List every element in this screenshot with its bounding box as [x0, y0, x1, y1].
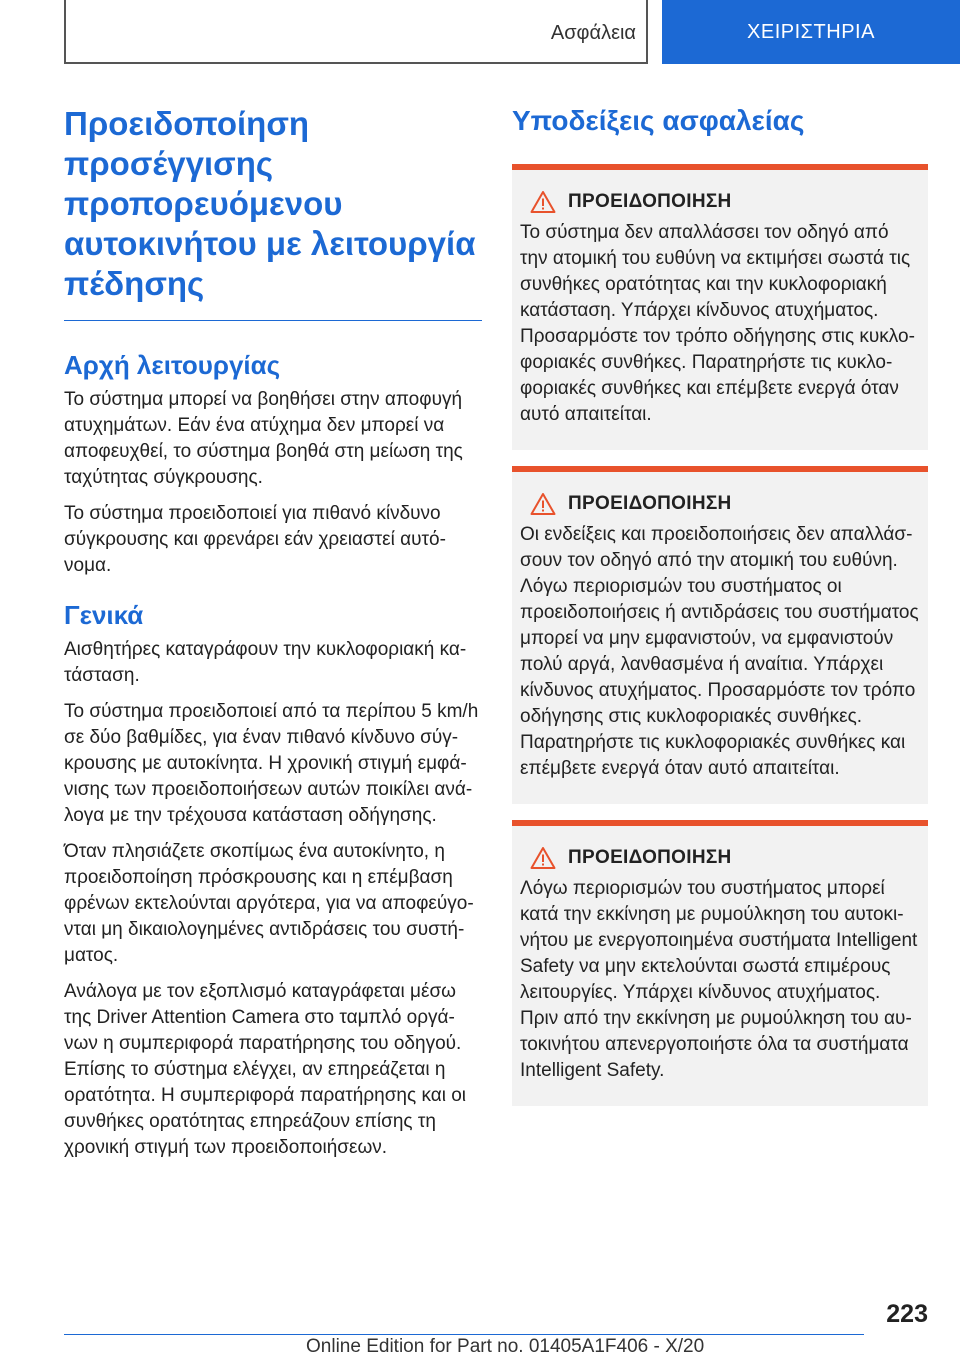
warning-box — [512, 820, 928, 1106]
warning-box — [512, 466, 928, 804]
warning-triangle-icon — [530, 492, 556, 516]
section-heading-principle: Αρχή λειτουργίας — [64, 350, 281, 380]
warning-text: Λόγω περιορισμών του συστήματος μπορεί κατά την εκκίνηση με ρυμούλκηση του αυτοκινήτου με ενεργοποιημένα συστήματα Intelligent Safety να μην εκτελούνται σωστά επιμέρους λειτουργίες. Υπάρχει κίνδυνος ατυχήματος. Πριν από την εκκίνηση με ρυμούλκηση του αυτοκινήτου απενεργοποιήστε όλα τα συστήματα Intelligent Safety. — [520, 878, 918, 1081]
warning-header — [520, 492, 920, 516]
paragraph: Ανάλογα με τον εξοπλισμό καταγράφεται μέσω της Driver Attention Camera στο ταμπλό οργάνων η συμπεριφορά παρατήρησης του οδηγού. Επίσης το σύστημα ελέγχει, αν επηρεάζεται η ορατότητα. Η συμπεριφορά παρατήρησης και οι συνθήκες ορατότητας επηρεάζουν επίσης τη χρονική στιγμή των προειδοποιήσεων. — [64, 981, 466, 1158]
header-chapter-tab[interactable]: ΧΕΙΡΙΣΤΗΡΙΑ — [662, 0, 960, 64]
warning-triangle-icon — [530, 190, 556, 214]
page-title: Προειδοποίηση προσέγγισης προπορευόμενου αυτοκινήτου με λειτουργία πέδησης — [64, 105, 476, 302]
paragraph: Το σύστημα προειδοποιεί για πιθανό κίνδυνο σύγκρουσης και φρενάρει εάν χρειαστεί αυτόνομα. — [64, 503, 446, 576]
paragraph: Το σύστημα προειδοποιεί από τα περίπου 5 km/h σε δύο βαθμίδες, για έναν πιθανό κίνδυνο σύγκρουσης με αυτοκίνητα. Η χρονική στιγμή εμφάνισης των προειδοποιήσεων αυτών ποικίλει ανάλογα με την τρέχουσα κατάσταση οδήγησης. — [64, 701, 479, 826]
warning-triangle-icon — [530, 846, 556, 870]
section-heading-general: Γενικά — [64, 600, 144, 630]
warning-label: ΠΡΟΕΙΔΟΠΟΙΗΣΗ — [568, 847, 732, 868]
edition-note: Online Edition for Part no. 01405A1F406 - X/20 — [306, 1336, 705, 1357]
paragraph: Αισθητήρες καταγράφουν την κυκλοφοριακή κατάσταση. — [64, 639, 467, 686]
paragraph: Όταν πλησιάζετε σκοπίμως ένα αυτοκίνητο, η προειδοποίηση πρόσκρουσης και η επέμβαση φρένων εκτελούνται αργότερα, για να αποφεύγονται μη δικαιολογημένες αντιδράσεις του συστήματος. — [64, 841, 474, 966]
warning-label: ΠΡΟΕΙΔΟΠΟΙΗΣΗ — [568, 191, 732, 212]
warning-header — [520, 190, 920, 214]
page-number: 223 — [886, 1300, 928, 1328]
paragraph: Το σύστημα μπορεί να βοηθήσει στην αποφυγή ατυχημάτων. Εάν ένα ατύχημα δεν μπορεί να αποφευχθεί, το σύστημα βοηθά στη μείωση της ταχύτητας σύγκρουσης. — [64, 389, 463, 488]
warning-text: Οι ενδείξεις και προειδοποιήσεις δεν απαλλάσσουν τον οδηγό από την ατομική του ευθύνη. Λόγω περιορισμών του συστήματος οι προειδοποιήσεις ή αντιδράσεις του συστήματος μπορεί να μην εμφανιστούν, να εμφανιστούν πολύ αργά, λανθασμένα ή αναίτια. Υπάρχει κίνδυνος ατυχήματος. Προσαρμόστε τον τρόπο οδήγησης στις κυκλοφοριακές συνθήκες. Παρατηρήστε τις κυκλοφοριακές συνθήκες και επέμβετε ενεργά όταν αυτό απαιτείται. — [520, 524, 919, 779]
left-column — [64, 104, 482, 1171]
header-section-title: Ασφάλεια — [550, 22, 636, 44]
title-divider — [64, 320, 482, 321]
warning-box — [512, 164, 928, 450]
warning-text: Το σύστημα δεν απαλλάσσει τον οδηγό από την ατομική του ευθύνη να εκτιμήσει σωστά τις συνθήκες ορατότητας και την κυκλοφοριακή κατάσταση. Υπάρχει κίνδυνος ατυχήματος. Προσαρμόστε τον τρόπο οδήγησης στις κυκλοφοριακές συνθήκες. Παρατηρήστε τις κυκλοφοριακές συνθήκες και επέμβετε ενεργά όταν αυτό απαιτείται. — [520, 222, 915, 425]
right-column — [512, 104, 928, 1122]
safety-notes-heading: Υποδείξεις ασφαλείας — [512, 105, 805, 136]
footer-divider — [64, 1334, 864, 1335]
warning-header — [520, 846, 920, 870]
warning-label: ΠΡΟΕΙΔΟΠΟΙΗΣΗ — [568, 493, 732, 514]
